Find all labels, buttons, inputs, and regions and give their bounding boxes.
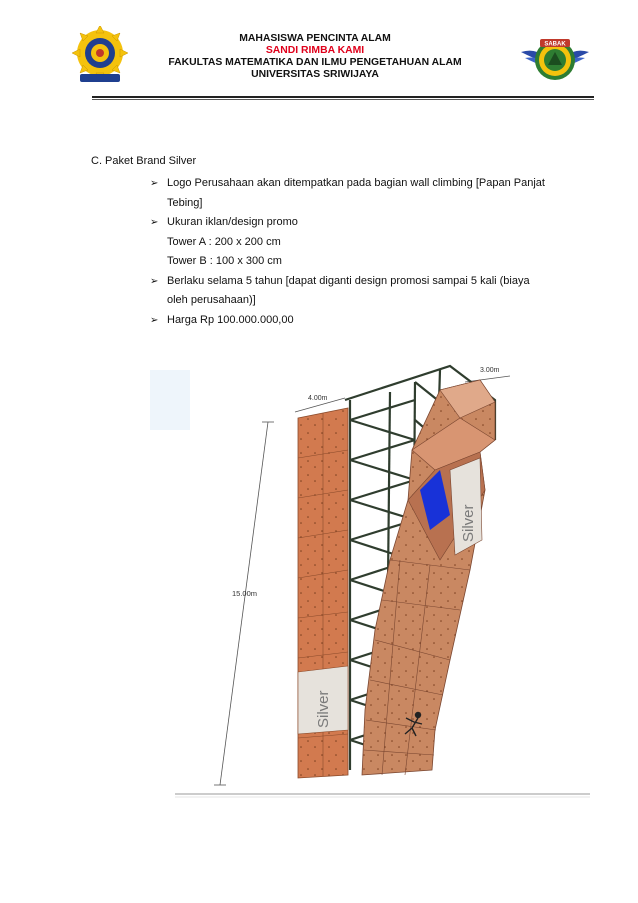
tower-a-panel (298, 408, 348, 778)
tower-a-width-label: 4.00m (308, 395, 328, 402)
list-item-continuation: oleh perusahaan)] (167, 294, 256, 306)
height-dimension-line (220, 422, 268, 785)
arrow-bullet-icon: ➢ (150, 314, 159, 326)
tower-b-brand-label: Silver (460, 504, 477, 542)
list-item-text: Logo Perusahaan akan ditempatkan pada bagian wall climbing [Papan Panjat (167, 177, 545, 189)
page-header (0, 0, 638, 105)
tower-a-size: Tower A : 200 x 200 cm (167, 235, 281, 248)
arrow-bullet-icon: ➢ (150, 178, 159, 189)
list-item (150, 213, 590, 272)
list-item-text: Ukuran iklan/design promo (167, 216, 298, 228)
list-item (150, 272, 590, 311)
organization-name: MAHASISWA PENCINTA ALAM (239, 33, 391, 44)
tower-b-panel (362, 380, 495, 775)
university-name: UNIVERSITAS SRIWIJAYA (251, 69, 379, 80)
club-logo (515, 30, 595, 90)
university-logo (64, 26, 136, 86)
faculty-name: FAKULTAS MATEMATIKA DAN ILMU PENGETAHUAN ALAM (168, 57, 462, 68)
unit-name: SANDI RIMBA KAMI (265, 45, 365, 56)
tower-b-size: Tower B : 100 x 300 cm (167, 255, 282, 267)
tower-b-width-label: 3.00m (480, 367, 500, 374)
arrow-bullet-icon: ➢ (150, 275, 159, 287)
list-item (150, 174, 590, 213)
list-item-text: Berlaku selama 5 tahun [dapat diganti design promosi sampai 5 kali (biaya (167, 274, 530, 287)
header-divider (92, 96, 594, 98)
list-item-continuation: Tebing] (167, 196, 203, 209)
header-text (150, 33, 480, 81)
tower-a-brand-label: Silver (315, 690, 332, 728)
arrow-bullet-icon: ➢ (150, 217, 159, 228)
list-item (150, 311, 590, 331)
section-title: C. Paket Brand Silver (91, 155, 197, 167)
climbing-wall-illustration (150, 330, 590, 800)
bullet-list (150, 174, 590, 330)
club-logo-lettering: SABAK (544, 41, 566, 48)
header-divider-thin (92, 99, 594, 100)
height-dimension-label: 15.00m (232, 589, 258, 598)
price-text: Harga Rp 100.000.000,00 (167, 313, 294, 326)
